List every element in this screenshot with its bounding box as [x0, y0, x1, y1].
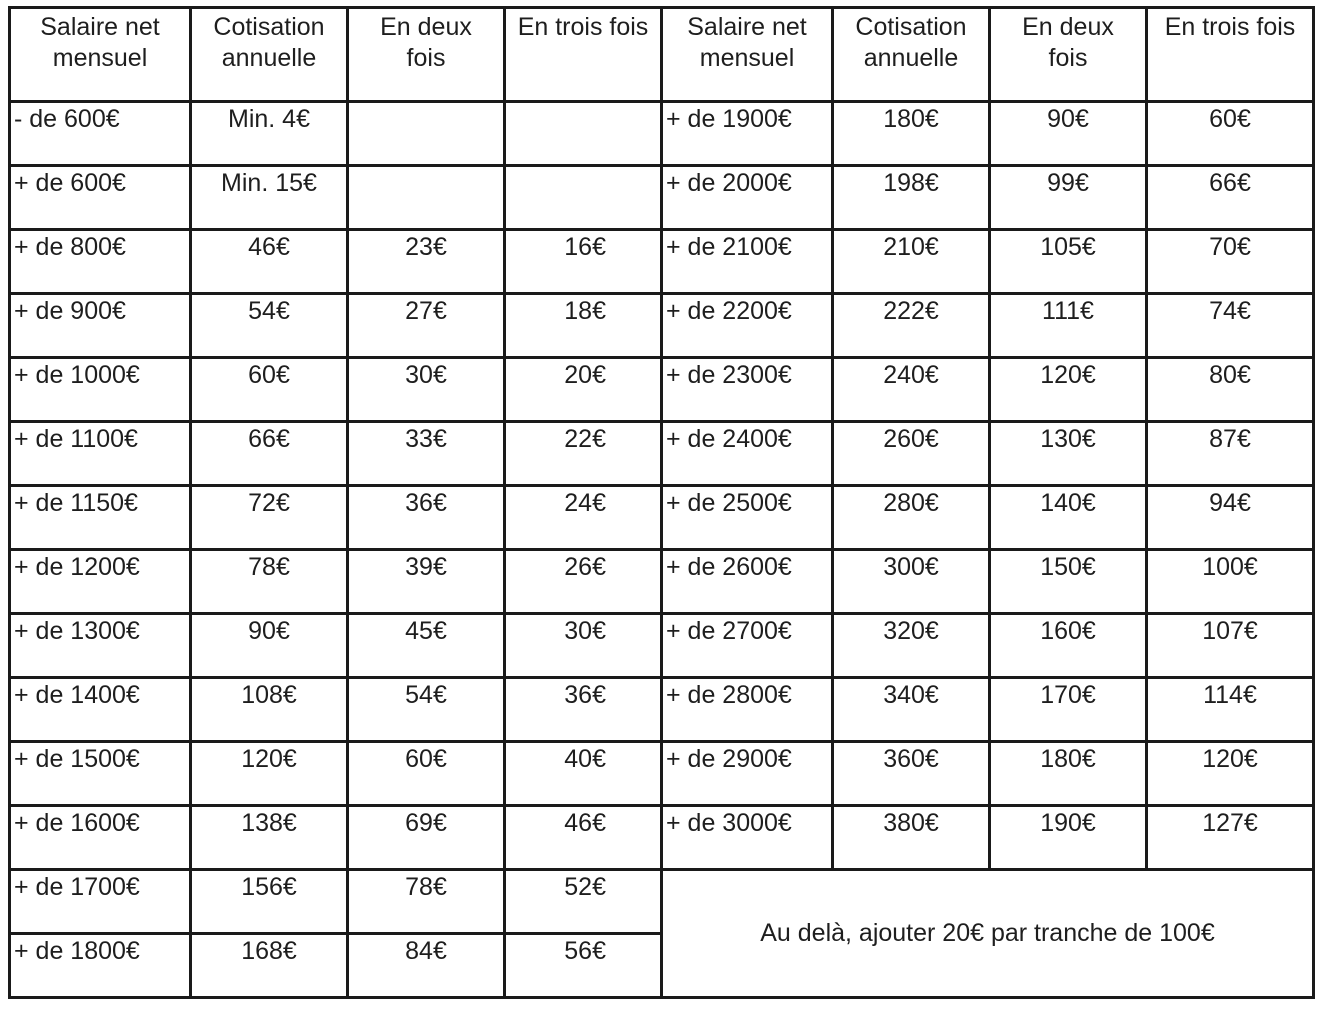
salary-cell: + de 1150€ — [10, 486, 191, 550]
table-row — [10, 614, 1314, 678]
salary-cell: + de 1700€ — [10, 870, 191, 934]
salary-cell: + de 1900€ — [662, 102, 833, 166]
header-row — [10, 8, 1314, 102]
header-two-left: En deux fois — [348, 8, 505, 102]
salary-cell: + de 1000€ — [10, 358, 191, 422]
three-installments-cell: 20€ — [505, 358, 662, 422]
two-installments-cell: 111€ — [990, 294, 1147, 358]
three-installments-cell: 94€ — [1147, 486, 1314, 550]
three-installments-cell: 74€ — [1147, 294, 1314, 358]
annual-cell: 300€ — [833, 550, 990, 614]
two-installments-cell: 33€ — [348, 422, 505, 486]
annual-cell: Min. 4€ — [191, 102, 348, 166]
two-installments-cell: 190€ — [990, 806, 1147, 870]
three-installments-cell: 52€ — [505, 870, 662, 934]
annual-cell: 180€ — [833, 102, 990, 166]
salary-cell: + de 800€ — [10, 230, 191, 294]
salary-cell: + de 2400€ — [662, 422, 833, 486]
annual-cell: 72€ — [191, 486, 348, 550]
annual-cell: 90€ — [191, 614, 348, 678]
salary-cell: - de 600€ — [10, 102, 191, 166]
salary-cell: + de 1600€ — [10, 806, 191, 870]
three-installments-cell: 22€ — [505, 422, 662, 486]
salary-cell: + de 2300€ — [662, 358, 833, 422]
two-installments-cell — [348, 166, 505, 230]
two-installments-cell: 69€ — [348, 806, 505, 870]
table-row — [10, 486, 1314, 550]
two-installments-cell: 30€ — [348, 358, 505, 422]
three-installments-cell: 26€ — [505, 550, 662, 614]
two-installments-cell: 54€ — [348, 678, 505, 742]
annual-cell: 54€ — [191, 294, 348, 358]
table-row — [10, 422, 1314, 486]
salary-cell: + de 2200€ — [662, 294, 833, 358]
annual-cell: 138€ — [191, 806, 348, 870]
two-installments-cell: 140€ — [990, 486, 1147, 550]
three-installments-cell: 60€ — [1147, 102, 1314, 166]
three-installments-cell: 18€ — [505, 294, 662, 358]
contribution-table — [8, 6, 1315, 999]
annual-cell: 66€ — [191, 422, 348, 486]
annual-cell: Min. 15€ — [191, 166, 348, 230]
salary-cell: + de 2100€ — [662, 230, 833, 294]
annual-cell: 78€ — [191, 550, 348, 614]
annual-cell: 280€ — [833, 486, 990, 550]
header-three-left: En trois fois — [505, 8, 662, 102]
salary-cell: + de 1500€ — [10, 742, 191, 806]
table-row — [10, 166, 1314, 230]
three-installments-cell: 70€ — [1147, 230, 1314, 294]
three-installments-cell: 40€ — [505, 742, 662, 806]
two-installments-cell: 78€ — [348, 870, 505, 934]
annual-cell: 320€ — [833, 614, 990, 678]
annual-cell: 340€ — [833, 678, 990, 742]
annual-cell: 198€ — [833, 166, 990, 230]
two-installments-cell: 160€ — [990, 614, 1147, 678]
table-row — [10, 550, 1314, 614]
three-installments-cell: 114€ — [1147, 678, 1314, 742]
annual-cell: 60€ — [191, 358, 348, 422]
annual-cell: 120€ — [191, 742, 348, 806]
two-installments-cell: 130€ — [990, 422, 1147, 486]
two-installments-cell — [348, 102, 505, 166]
beyond-note: Au delà, ajouter 20€ par tranche de 100€ — [662, 870, 1314, 998]
header-three-right: En trois fois — [1147, 8, 1314, 102]
annual-cell: 168€ — [191, 934, 348, 998]
annual-cell: 360€ — [833, 742, 990, 806]
salary-cell: + de 2000€ — [662, 166, 833, 230]
table-row — [10, 742, 1314, 806]
salary-cell: + de 2900€ — [662, 742, 833, 806]
three-installments-cell: 107€ — [1147, 614, 1314, 678]
table-row — [10, 806, 1314, 870]
three-installments-cell: 66€ — [1147, 166, 1314, 230]
annual-cell: 260€ — [833, 422, 990, 486]
two-installments-cell: 60€ — [348, 742, 505, 806]
annual-cell: 108€ — [191, 678, 348, 742]
two-installments-cell: 27€ — [348, 294, 505, 358]
annual-cell: 240€ — [833, 358, 990, 422]
two-installments-cell: 39€ — [348, 550, 505, 614]
table-row — [10, 230, 1314, 294]
three-installments-cell: 36€ — [505, 678, 662, 742]
two-installments-cell: 120€ — [990, 358, 1147, 422]
three-installments-cell: 100€ — [1147, 550, 1314, 614]
salary-cell: + de 600€ — [10, 166, 191, 230]
header-salary-left: Salaire net mensuel — [10, 8, 191, 102]
three-installments-cell: 24€ — [505, 486, 662, 550]
three-installments-cell: 46€ — [505, 806, 662, 870]
salary-cell: + de 1200€ — [10, 550, 191, 614]
two-installments-cell: 84€ — [348, 934, 505, 998]
three-installments-cell — [505, 166, 662, 230]
two-installments-cell: 36€ — [348, 486, 505, 550]
annual-cell: 46€ — [191, 230, 348, 294]
header-salary-right: Salaire net mensuel — [662, 8, 833, 102]
two-installments-cell: 23€ — [348, 230, 505, 294]
salary-cell: + de 1800€ — [10, 934, 191, 998]
salary-cell: + de 3000€ — [662, 806, 833, 870]
salary-cell: + de 2500€ — [662, 486, 833, 550]
two-installments-cell: 90€ — [990, 102, 1147, 166]
two-installments-cell: 150€ — [990, 550, 1147, 614]
salary-cell: + de 2700€ — [662, 614, 833, 678]
two-installments-cell: 180€ — [990, 742, 1147, 806]
salary-cell: + de 900€ — [10, 294, 191, 358]
table-row — [10, 358, 1314, 422]
salary-cell: + de 1400€ — [10, 678, 191, 742]
annual-cell: 210€ — [833, 230, 990, 294]
salary-cell: + de 1100€ — [10, 422, 191, 486]
two-installments-cell: 105€ — [990, 230, 1147, 294]
three-installments-cell — [505, 102, 662, 166]
salary-cell: + de 2600€ — [662, 550, 833, 614]
two-installments-cell: 99€ — [990, 166, 1147, 230]
salary-cell: + de 1300€ — [10, 614, 191, 678]
annual-cell: 380€ — [833, 806, 990, 870]
three-installments-cell: 87€ — [1147, 422, 1314, 486]
header-annual-left: Cotisation annuelle — [191, 8, 348, 102]
header-annual-right: Cotisation annuelle — [833, 8, 990, 102]
table-row — [10, 102, 1314, 166]
three-installments-cell: 120€ — [1147, 742, 1314, 806]
annual-cell: 156€ — [191, 870, 348, 934]
salary-cell: + de 2800€ — [662, 678, 833, 742]
two-installments-cell: 170€ — [990, 678, 1147, 742]
header-two-right: En deux fois — [990, 8, 1147, 102]
three-installments-cell: 127€ — [1147, 806, 1314, 870]
three-installments-cell: 80€ — [1147, 358, 1314, 422]
annual-cell: 222€ — [833, 294, 990, 358]
three-installments-cell: 16€ — [505, 230, 662, 294]
three-installments-cell: 56€ — [505, 934, 662, 998]
two-installments-cell: 45€ — [348, 614, 505, 678]
table-row — [10, 294, 1314, 358]
table-row — [10, 870, 1314, 934]
table-row — [10, 678, 1314, 742]
three-installments-cell: 30€ — [505, 614, 662, 678]
